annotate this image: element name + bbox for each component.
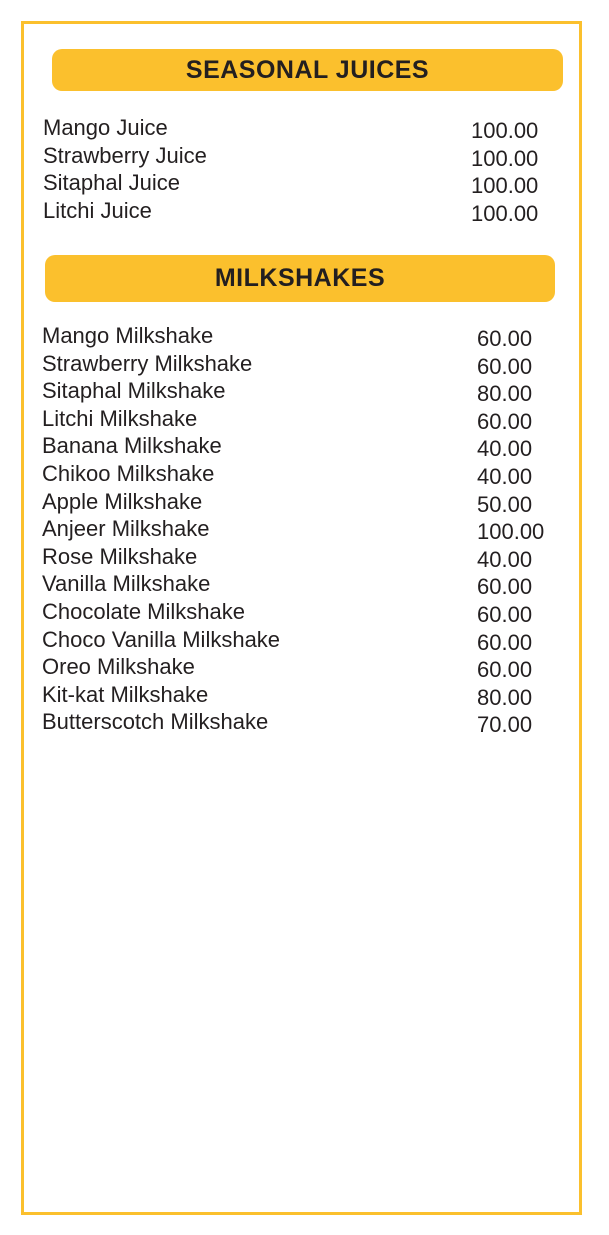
menu-item-name: Mango Milkshake (42, 323, 214, 348)
menu-item-row (42, 598, 562, 626)
menu-item-row (42, 405, 562, 433)
menu-item-price: 100.00 (471, 200, 539, 226)
menu-item-price: 60.00 (477, 601, 533, 627)
menu-item-row (42, 570, 562, 598)
menu-item-name: Chikoo Milkshake (42, 460, 215, 486)
section-header-milkshakes: MILKSHAKES (45, 255, 555, 302)
menu-item-row (43, 142, 563, 170)
menu-item-name: Sitaphal Milkshake (42, 378, 226, 404)
menu-item-row (43, 114, 563, 142)
menu-item-price: 50.00 (477, 491, 533, 517)
menu-item-name: Litchi Milkshake (42, 405, 198, 431)
menu-item-name: Butterscotch Milkshake (42, 709, 269, 735)
menu-item-price: 80.00 (477, 684, 533, 710)
menu-item-row (43, 197, 563, 225)
menu-item-name: Kit-kat Milkshake (42, 681, 209, 707)
menu-item-name: Vanilla Milkshake (42, 571, 211, 597)
menu-item-price: 60.00 (477, 408, 533, 434)
menu-item-price: 60.00 (477, 657, 533, 683)
menu-item-name: Oreo Milkshake (42, 654, 195, 680)
seasonal-juices-list (43, 114, 563, 224)
menu-item-row (42, 515, 562, 543)
menu-item-name: Strawberry Milkshake (42, 350, 253, 376)
menu-item-price: 100.00 (471, 173, 539, 199)
menu-item-row (42, 708, 562, 736)
menu-item-row (42, 653, 562, 681)
menu-item-row (42, 432, 562, 460)
menu-item-price: 40.00 (477, 546, 533, 572)
menu-item-row (42, 543, 562, 571)
menu-item-name: Banana Milkshake (42, 433, 222, 459)
milkshakes-list (42, 322, 562, 736)
menu-item-row (42, 626, 562, 654)
menu-item-price: 100.00 (471, 145, 539, 171)
menu-item-price: 40.00 (477, 436, 533, 462)
menu-item-row (42, 377, 562, 405)
menu-item-price: 60.00 (477, 353, 533, 379)
menu-item-price: 100.00 (477, 519, 545, 545)
menu-item-row (42, 681, 562, 709)
menu-item-price: 80.00 (477, 381, 533, 407)
menu-item-row (42, 322, 562, 350)
section-header-seasonal-juices: SEASONAL JUICES (52, 49, 563, 91)
menu-item-name: Sitaphal Juice (43, 170, 180, 196)
menu-item-price: 60.00 (477, 326, 533, 351)
menu-item-name: Choco Vanilla Milkshake (42, 626, 281, 652)
menu-item-row (42, 350, 562, 378)
menu-item-price: 70.00 (477, 712, 533, 738)
menu-item-name: Apple Milkshake (42, 488, 203, 514)
menu-item-name: Strawberry Juice (43, 142, 207, 168)
menu-item-price: 60.00 (477, 629, 533, 655)
menu-item-price: 40.00 (477, 463, 533, 489)
menu-item-row (42, 460, 562, 488)
menu-item-name: Mango Juice (43, 115, 168, 140)
menu-item-row (42, 488, 562, 516)
menu-item-name: Anjeer Milkshake (42, 516, 210, 542)
menu-item-row (43, 169, 563, 197)
menu-item-name: Rose Milkshake (42, 543, 198, 569)
menu-item-name: Chocolate Milkshake (42, 598, 245, 624)
menu-item-name: Litchi Juice (43, 197, 152, 223)
menu-item-price: 100.00 (471, 118, 539, 143)
menu-item-price: 60.00 (477, 574, 533, 600)
